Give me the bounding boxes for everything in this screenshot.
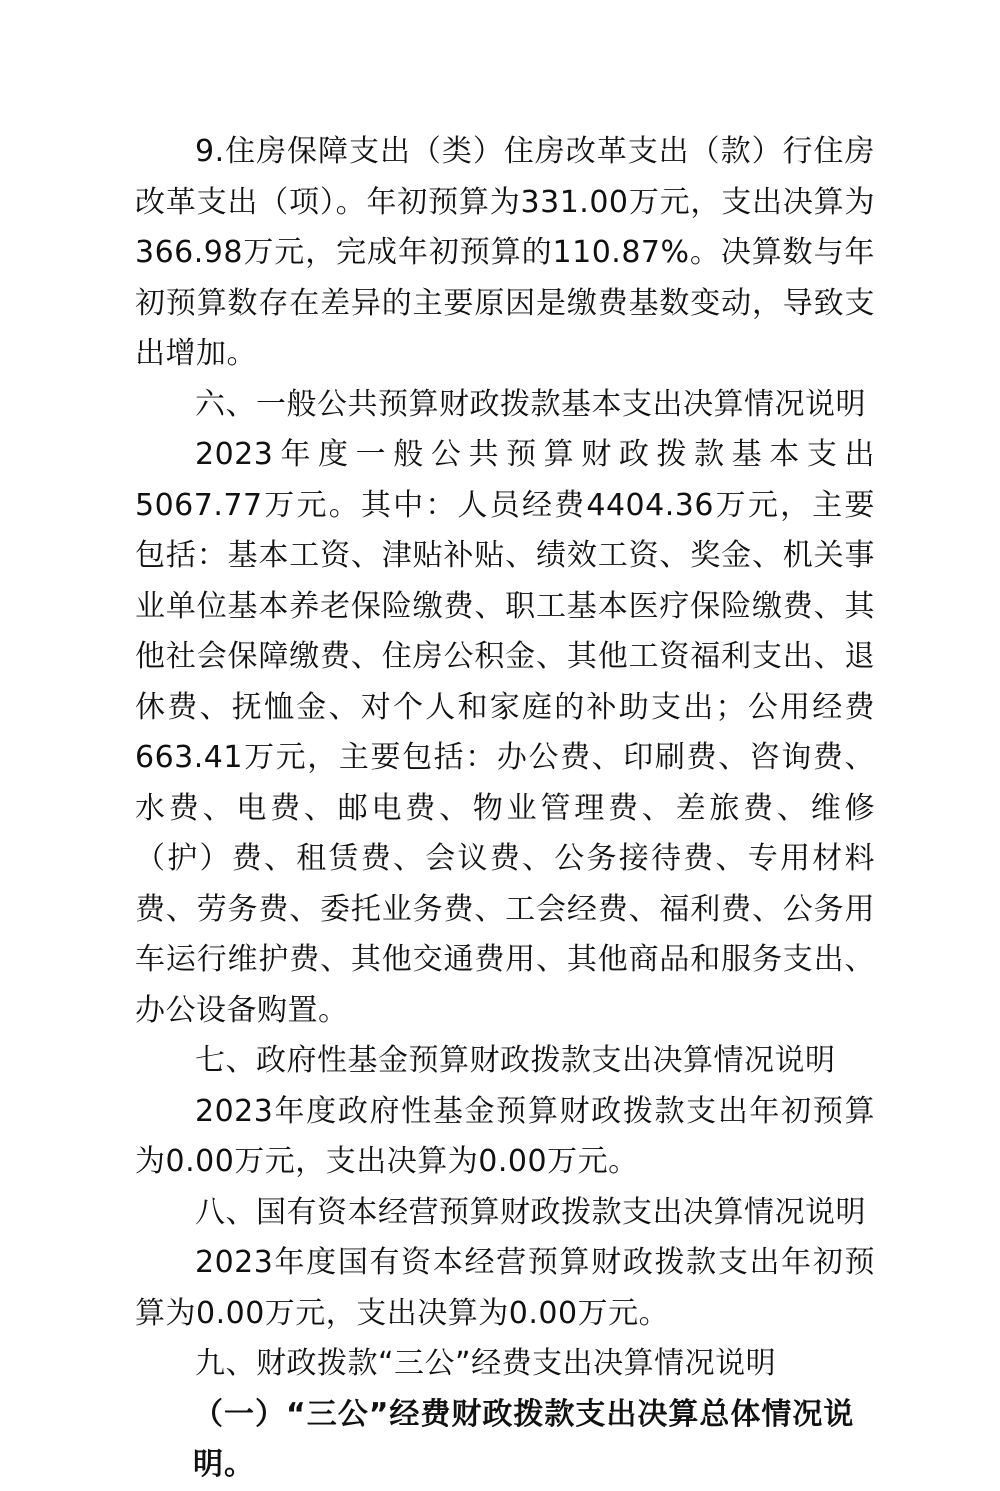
subsection-heading-1: （一）“三公”经费财政拨款支出决算总体情况说明。 — [193, 1396, 855, 1482]
section-heading-8: 八、国有资本经营预算财政拨款支出决算情况说明 — [195, 1194, 866, 1230]
paragraph-state-capital: 2023年度国有资本经营预算财政拨款支出年初预算为0.00万元，支出决算为0.00万元。 — [135, 1245, 875, 1331]
paragraph-housing-reform: 9.住房保障支出（类）住房改革支出（款）行住房改革支出（项）。年初预算为331.00万元，支出决算为366.98万元，完成年初预算的110.87%。决算数与年初预算数存在差异的主要原因是缴费基数变动，导致支出增加。 — [135, 134, 875, 371]
paragraph-government-fund: 2023年度政府性基金预算财政拨款支出年初预算为0.00万元，支出决算为0.00万元。 — [135, 1093, 875, 1179]
section-heading-6: 六、一般公共预算财政拨款基本支出决算情况说明 — [195, 386, 866, 422]
paragraph-basic-expenditure: 2023年度一般公共预算财政拨款基本支出5067.77万元。其中：人员经费4404.36万元，主要包括：基本工资、津贴补贴、绩效工资、奖金、机关事业单位基本养老保险缴费、职工基本医疗保险缴费、其他社会保障缴费、住房公积金、其他工资福利支出、退休费、抚恤金、对个人和家庭的补助支出；公用经费663.41万元，主要包括：办公费、印刷费、咨询费、水费、电费、邮电费、物业管理费、差旅费、维修（护）费、租赁费、会议费、公务接待费、专用材料费、劳务费、委托业务费、工会经费、福利费、公务用车运行维护费、其他交通费用、其他商品和服务支出、办公设备购置。 — [135, 437, 875, 1028]
section-heading-7: 七、政府性基金预算财政拨款支出决算情况说明 — [195, 1043, 836, 1078]
document-page — [135, 127, 875, 1491]
section-heading-9: 九、财政拨款“三公”经费支出决算情况说明 — [195, 1346, 777, 1381]
